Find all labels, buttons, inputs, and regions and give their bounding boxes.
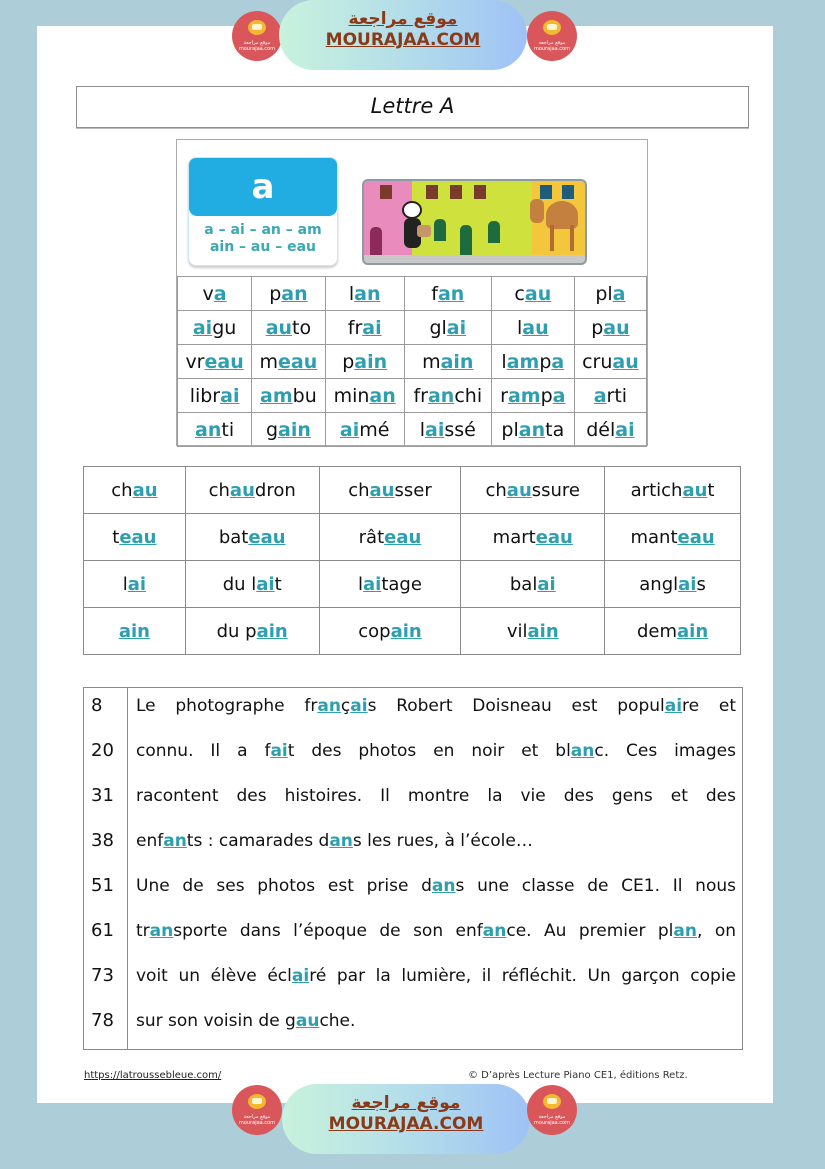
text-part: ré par la lumière, il réfléchit. Un garçon copie <box>309 966 736 986</box>
word-part: dem <box>636 620 678 642</box>
word-cell <box>84 514 186 561</box>
word-count: 78 <box>91 1010 114 1031</box>
word-cell <box>605 608 741 655</box>
text-part: sporte dans l’époque de son enf <box>173 921 483 941</box>
text-part: tr <box>136 921 150 941</box>
book-icon <box>248 1094 266 1109</box>
highlighted-grapheme: an <box>329 831 353 851</box>
syllable-cell <box>252 311 325 345</box>
word-part: bu <box>292 384 317 407</box>
logo-caption: موقع مراجعة mourajaa.com <box>238 1114 275 1126</box>
word-part: chi <box>454 384 483 407</box>
highlighted-grapheme: au <box>603 316 630 339</box>
word-cell <box>605 467 741 514</box>
word-part: du p <box>216 620 257 642</box>
word-part: l <box>517 316 523 339</box>
word-count: 31 <box>91 785 114 806</box>
word-part: libr <box>189 384 221 407</box>
word-part: f <box>431 282 438 305</box>
mourajaa-logo-right[interactable] <box>527 11 577 61</box>
reading-line <box>84 871 742 901</box>
source-link[interactable]: https://latroussebleue.com/ <box>84 1070 222 1081</box>
word-cell <box>185 514 319 561</box>
line-text <box>136 736 736 766</box>
reading-line <box>84 691 742 721</box>
text-part: s les rues, à l’école… <box>352 831 533 851</box>
syllable-table <box>177 276 647 447</box>
highlighted-grapheme: ai <box>256 573 275 595</box>
graphemes-line-2: ain – au – eau <box>209 239 317 255</box>
word-part: t <box>112 526 120 548</box>
word-part: vil <box>506 620 528 642</box>
word-cell <box>319 514 461 561</box>
line-text <box>136 961 736 991</box>
highlighted-grapheme: an <box>354 282 381 305</box>
syllable-cell <box>574 345 646 379</box>
logo-caption: موقع مراجعة mourajaa.com <box>238 40 275 52</box>
word-part: sser <box>394 479 432 501</box>
highlighted-grapheme: ai <box>678 573 697 595</box>
word-part: l <box>348 282 355 305</box>
word-cell <box>84 561 186 608</box>
syllable-cell <box>404 345 491 379</box>
highlighted-grapheme: au <box>506 479 532 501</box>
highlighted-grapheme: a <box>612 282 626 305</box>
highlighted-grapheme: an <box>570 741 595 761</box>
word-part: dél <box>586 418 616 441</box>
word-part: c <box>514 282 525 305</box>
line-text <box>136 691 736 721</box>
syllable-cell <box>252 379 325 413</box>
word-part: rti <box>606 384 628 407</box>
reading-line <box>84 736 742 766</box>
word-part: pl <box>501 418 519 441</box>
syllable-cell <box>325 311 404 345</box>
text-part: voit un élève écl <box>136 966 292 986</box>
highlighted-grapheme: eau <box>535 526 573 548</box>
syllable-cell <box>404 379 491 413</box>
letter-card <box>176 139 648 446</box>
word-part: fr <box>413 384 428 407</box>
credit-text: © D’après Lecture Piano CE1, éditions Retz. <box>468 1070 688 1081</box>
banner-arabic-text: موقع مراجعة <box>348 9 458 29</box>
word-part: rât <box>358 526 385 548</box>
line-text <box>136 781 736 811</box>
syllable-cell <box>325 413 404 447</box>
word-cell <box>319 608 461 655</box>
word-cell <box>319 561 461 608</box>
highlighted-grapheme: ai <box>270 741 288 761</box>
word-part: artich <box>630 479 683 501</box>
syllable-cell <box>574 413 646 447</box>
word-part: l <box>122 573 128 595</box>
highlighted-grapheme: eau <box>119 526 157 548</box>
word-cell <box>319 467 461 514</box>
reading-line <box>84 826 742 856</box>
highlighted-grapheme: eau <box>278 350 318 373</box>
word-cell <box>84 608 186 655</box>
highlighted-grapheme: eau <box>677 526 715 548</box>
word-part: cop <box>358 620 391 642</box>
highlighted-grapheme: an <box>482 921 507 941</box>
highlighted-grapheme: am <box>260 384 293 407</box>
mourajaa-logo-right-bottom[interactable] <box>527 1085 577 1135</box>
word-part: fr <box>347 316 363 339</box>
word-part: gl <box>429 316 447 339</box>
syllable-cell <box>574 311 646 345</box>
word-cell <box>461 514 605 561</box>
highlighted-grapheme: an <box>163 831 187 851</box>
highlighted-grapheme: ain <box>278 418 311 441</box>
highlighted-grapheme: am <box>507 384 541 407</box>
text-part: sur son voisin de g <box>136 1011 296 1031</box>
highlighted-grapheme: an <box>431 876 456 896</box>
text-part: ç <box>340 696 351 716</box>
logo-caption: موقع مراجعة mourajaa.com <box>533 40 570 52</box>
word-part: du l <box>222 573 257 595</box>
word-part: dron <box>254 479 296 501</box>
highlighted-grapheme: ai <box>192 316 213 339</box>
highlighted-grapheme: ai <box>537 573 556 595</box>
syllable-cell <box>491 413 574 447</box>
banner-site-link[interactable]: MOURAJAA.COM <box>328 1114 484 1134</box>
word-part: ti <box>221 418 235 441</box>
word-part: pl <box>595 282 613 305</box>
highlighted-grapheme: an <box>149 921 174 941</box>
word-part: t <box>707 479 715 501</box>
reading-line <box>84 1006 742 1036</box>
word-part: v <box>202 282 214 305</box>
syllable-cell <box>325 345 404 379</box>
syllable-cell <box>178 345 252 379</box>
word-part: ssé <box>444 418 476 441</box>
highlighted-grapheme: an <box>427 384 455 407</box>
word-cell <box>84 467 186 514</box>
reading-passage <box>83 687 743 1050</box>
highlighted-grapheme: au <box>612 350 639 373</box>
highlighted-grapheme: au <box>524 282 552 305</box>
word-cell <box>605 561 741 608</box>
word-part: ssure <box>531 479 581 501</box>
word-part: gu <box>212 316 237 339</box>
word-part: tage <box>381 573 422 595</box>
word-count: 51 <box>91 875 114 896</box>
highlighted-grapheme: ai <box>362 316 382 339</box>
highlighted-grapheme: an <box>369 384 396 407</box>
word-part: ch <box>348 479 370 501</box>
word-part: m <box>259 350 279 373</box>
highlighted-grapheme: ain <box>527 620 559 642</box>
mourajaa-banner-top[interactable] <box>279 0 527 70</box>
word-row <box>84 561 741 608</box>
text-part: enf <box>136 831 164 851</box>
word-count: 20 <box>91 740 114 761</box>
title-box <box>76 86 749 128</box>
highlighted-grapheme: ai <box>127 573 147 595</box>
word-part: r <box>500 384 508 407</box>
text-part: racontent des histoires. Il montre la vie des gens et des <box>136 786 736 806</box>
highlighted-grapheme: eau <box>204 350 244 373</box>
highlighted-grapheme: au <box>132 479 158 501</box>
highlighted-grapheme: an <box>518 418 546 441</box>
highlighted-grapheme: an <box>195 418 222 441</box>
word-part: ch <box>111 479 133 501</box>
line-text <box>136 916 736 946</box>
syllable-row <box>178 345 647 379</box>
highlighted-grapheme: ain <box>677 620 709 642</box>
highlighted-grapheme: au <box>682 479 708 501</box>
book-icon <box>248 20 266 35</box>
highlighted-grapheme: au <box>229 479 255 501</box>
syllable-cell <box>404 311 491 345</box>
highlighted-grapheme: ain <box>354 350 388 373</box>
syllable-cell <box>252 345 325 379</box>
syllable-cell <box>491 345 574 379</box>
reading-line <box>84 916 742 946</box>
word-part: p <box>539 350 552 373</box>
text-part: , on <box>696 921 737 941</box>
word-part: bat <box>218 526 249 548</box>
word-part: s <box>696 573 706 595</box>
syllable-cell <box>325 379 404 413</box>
syllable-cell <box>574 379 646 413</box>
mourajaa-banner-bottom[interactable] <box>282 1084 530 1154</box>
highlighted-grapheme: a <box>551 350 565 373</box>
highlighted-grapheme: ai <box>363 573 382 595</box>
book-icon <box>543 1094 561 1109</box>
highlighted-grapheme: eau <box>248 526 286 548</box>
word-count: 38 <box>91 830 114 851</box>
highlighted-grapheme: ai <box>339 418 360 441</box>
word-cell <box>461 608 605 655</box>
highlighted-grapheme: an <box>317 696 341 716</box>
syllable-cell <box>491 277 574 311</box>
letter-glyph: a <box>189 158 337 216</box>
syllable-row <box>178 277 647 311</box>
highlighted-grapheme: an <box>281 282 308 305</box>
text-part: che. <box>319 1011 356 1031</box>
word-part: ch <box>208 479 230 501</box>
syllable-cell <box>491 379 574 413</box>
reading-line <box>84 781 742 811</box>
highlighted-grapheme: ai <box>615 418 635 441</box>
word-part: p <box>269 282 282 305</box>
word-count: 8 <box>91 695 103 716</box>
syllable-cell <box>404 413 491 447</box>
word-cell <box>185 561 319 608</box>
word-part: ta <box>545 418 565 441</box>
syllable-cell <box>574 277 646 311</box>
word-part: t <box>274 573 282 595</box>
words-table <box>83 466 741 655</box>
highlighted-grapheme: ain <box>440 350 474 373</box>
syllable-cell <box>325 277 404 311</box>
syllable-row <box>178 413 647 447</box>
word-part: vr <box>185 350 205 373</box>
mourajaa-logo-left[interactable] <box>232 11 282 61</box>
word-part: mart <box>492 526 536 548</box>
highlighted-grapheme: ai <box>291 966 310 986</box>
highlighted-grapheme: au <box>369 479 395 501</box>
word-part: g <box>265 418 278 441</box>
word-part: p <box>342 350 355 373</box>
word-cell <box>605 514 741 561</box>
syllable-cell <box>252 277 325 311</box>
highlighted-grapheme: an <box>437 282 465 305</box>
word-part: m <box>422 350 441 373</box>
text-part: s Robert Doisneau est popul <box>367 696 665 716</box>
word-part: l <box>419 418 425 441</box>
text-part: re et <box>682 696 736 716</box>
word-part: to <box>292 316 312 339</box>
highlighted-grapheme: ai <box>350 696 368 716</box>
letter-tile <box>188 157 338 266</box>
line-text <box>136 871 736 901</box>
page-title: Lettre A <box>370 94 455 118</box>
highlighted-grapheme: ai <box>664 696 683 716</box>
reading-line <box>84 961 742 991</box>
word-part: l <box>358 573 364 595</box>
highlighted-grapheme: eau <box>384 526 422 548</box>
word-part: l <box>501 350 507 373</box>
word-cell <box>461 467 605 514</box>
word-cell <box>185 467 319 514</box>
word-part: mé <box>359 418 390 441</box>
syllable-cell <box>178 379 252 413</box>
text-part: Une de ses photos est prise d <box>136 876 432 896</box>
text-part: t des photos en noir et bl <box>287 741 571 761</box>
highlighted-grapheme: a <box>552 384 566 407</box>
word-part: bal <box>509 573 538 595</box>
word-part: ch <box>485 479 507 501</box>
word-part: p <box>591 316 604 339</box>
text-part: s une classe de CE1. Il nous <box>455 876 736 896</box>
syllable-cell <box>178 413 252 447</box>
word-cell <box>185 608 319 655</box>
syllable-row <box>178 379 647 413</box>
word-part: mant <box>630 526 678 548</box>
syllable-cell <box>178 311 252 345</box>
panda-camel-illustration <box>362 179 587 265</box>
line-text <box>136 826 736 856</box>
text-part: ce. Au premier pl <box>506 921 674 941</box>
word-row <box>84 608 741 655</box>
word-part: p <box>540 384 553 407</box>
word-part: min <box>333 384 370 407</box>
highlighted-grapheme: ai <box>446 316 467 339</box>
highlighted-grapheme: au <box>295 1011 320 1031</box>
syllable-cell <box>404 277 491 311</box>
syllable-cell <box>178 277 252 311</box>
highlighted-grapheme: an <box>673 921 697 941</box>
highlighted-grapheme: a <box>593 384 607 407</box>
banner-arabic-text: موقع مراجعة <box>351 1093 461 1113</box>
highlighted-grapheme: ain <box>390 620 422 642</box>
highlighted-grapheme: ai <box>220 384 240 407</box>
text-part: connu. Il a f <box>136 741 271 761</box>
book-icon <box>543 20 561 35</box>
syllable-cell <box>252 413 325 447</box>
mourajaa-logo-left-bottom[interactable] <box>232 1085 282 1135</box>
panda-icon <box>402 201 424 251</box>
highlighted-grapheme: au <box>522 316 549 339</box>
highlighted-grapheme: ain <box>118 620 150 642</box>
camel-icon <box>524 195 584 253</box>
highlighted-grapheme: ain <box>256 620 288 642</box>
text-part: ts : camarades d <box>186 831 330 851</box>
highlighted-grapheme: am <box>506 350 540 373</box>
highlighted-grapheme: au <box>265 316 293 339</box>
text-part: Le photographe fr <box>136 696 318 716</box>
word-cell <box>461 561 605 608</box>
graphemes-line-1: a – ai – an – am <box>204 222 322 238</box>
text-part: c. Ces images <box>594 741 736 761</box>
word-row <box>84 467 741 514</box>
logo-caption: موقع مراجعة mourajaa.com <box>533 1114 570 1126</box>
word-count: 61 <box>91 920 114 941</box>
banner-site-link[interactable]: MOURAJAA.COM <box>325 30 481 50</box>
word-count: 73 <box>91 965 114 986</box>
syllable-cell <box>491 311 574 345</box>
syllable-row <box>178 311 647 345</box>
card-header <box>177 140 647 276</box>
word-row <box>84 514 741 561</box>
word-part: cru <box>582 350 613 373</box>
highlighted-grapheme: ai <box>425 418 445 441</box>
line-text <box>136 1006 736 1036</box>
word-part: angl <box>639 573 679 595</box>
highlighted-grapheme: a <box>213 282 227 305</box>
